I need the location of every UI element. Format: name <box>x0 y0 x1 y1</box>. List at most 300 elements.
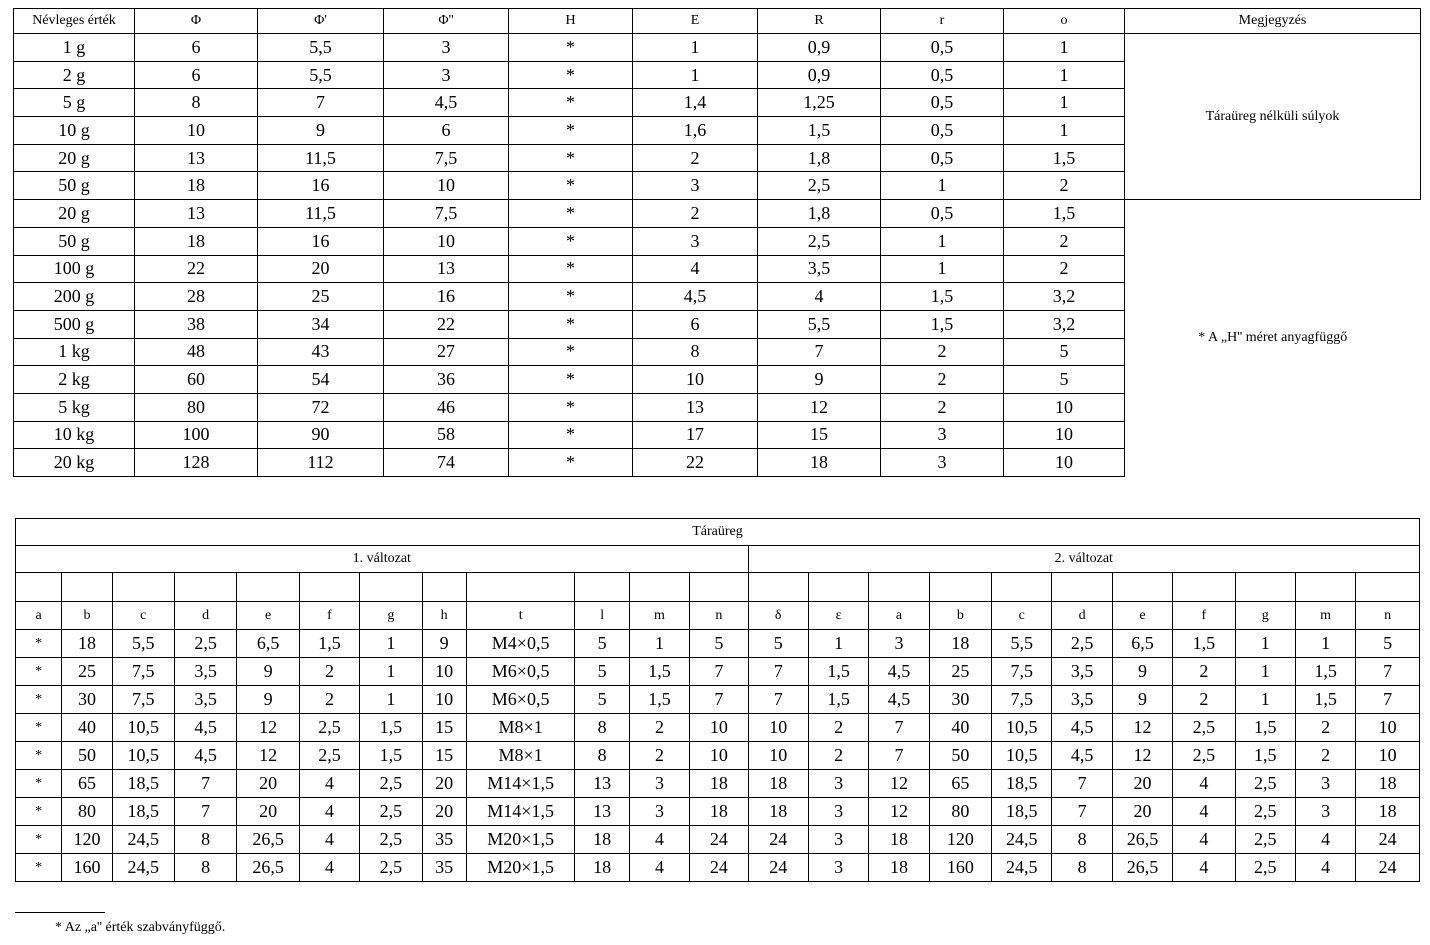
weights-cell: 12 <box>758 393 881 421</box>
tare-cell: 2,5 <box>1235 770 1295 798</box>
tare-cell: 12 <box>237 742 299 770</box>
blank-cell <box>466 573 575 602</box>
weights-cell: 1,5 <box>1004 200 1125 228</box>
tare-cell: 160 <box>62 854 112 882</box>
weights-cell: 0,9 <box>758 61 881 89</box>
tare-cell: 25 <box>62 658 112 686</box>
tare-cell: 4 <box>299 826 359 854</box>
tare-cell: 1 <box>808 630 868 658</box>
weights-cell: 13 <box>135 144 258 172</box>
col-header: c <box>992 602 1052 630</box>
tare-cell: 1,5 <box>1295 658 1355 686</box>
weights-cell: 43 <box>258 338 384 366</box>
weights-cell: 5 g <box>14 89 135 117</box>
weights-cell: 22 <box>384 310 509 338</box>
weights-cell: 2,5 <box>758 227 881 255</box>
tare-cell: 24 <box>748 854 808 882</box>
tare-cell: 1,5 <box>808 686 868 714</box>
tare-cell: 35 <box>422 826 466 854</box>
tare-cell: 6,5 <box>1112 630 1172 658</box>
tare-row <box>16 658 1420 686</box>
weights-cell: 80 <box>135 393 258 421</box>
weights-cell: 15 <box>758 421 881 449</box>
tare-cell: 18 <box>869 826 929 854</box>
weights-cell: 11,5 <box>258 200 384 228</box>
tare-cell: 1 <box>360 630 422 658</box>
tare-cell: 7 <box>1356 658 1420 686</box>
col-header: e <box>237 602 299 630</box>
tare-cell: 1 <box>360 686 422 714</box>
weights-cell: 2 <box>881 393 1004 421</box>
tare-cell: 10,5 <box>112 742 174 770</box>
tare-cell: 10 <box>748 714 808 742</box>
tare-cell: 4,5 <box>869 658 929 686</box>
col-header: m <box>629 602 689 630</box>
weights-cell: 112 <box>258 449 384 477</box>
col-header: l <box>575 602 629 630</box>
weights-cell: 5 <box>1004 366 1125 394</box>
tare-cell: 30 <box>62 686 112 714</box>
weights-cell: 22 <box>135 255 258 283</box>
col-header: δ <box>748 602 808 630</box>
blank-cell <box>929 573 991 602</box>
tare-cell: 4 <box>1295 826 1355 854</box>
col-header: g <box>360 602 422 630</box>
tare-cell: 13 <box>575 798 629 826</box>
weights-cell: 7,5 <box>384 200 509 228</box>
weights-cell: 13 <box>135 200 258 228</box>
weights-cell: 10 <box>384 172 509 200</box>
tare-cell: 3 <box>808 798 868 826</box>
tare-cell: 1,5 <box>629 686 689 714</box>
weights-cell: 0,5 <box>881 89 1004 117</box>
weights-cell: 4,5 <box>384 89 509 117</box>
tare-cell: 3,5 <box>174 686 236 714</box>
tare-cell: 8 <box>1052 826 1112 854</box>
tare-cell: 4 <box>1173 798 1235 826</box>
tare-cell: 26,5 <box>237 854 299 882</box>
weights-cell: 10 <box>1004 393 1125 421</box>
weights-cell: 2,5 <box>758 172 881 200</box>
tare-cell: 10,5 <box>112 714 174 742</box>
tare-cell: 2,5 <box>1052 630 1112 658</box>
weights-cell: 10 g <box>14 117 135 145</box>
tare-cell: 7 <box>1052 798 1112 826</box>
weights-cell: 27 <box>384 338 509 366</box>
tare-cell: * <box>16 770 62 798</box>
tare-cell: 18 <box>869 854 929 882</box>
weights-cell: * <box>509 144 633 172</box>
tare-cell: 10 <box>748 742 808 770</box>
weights-cell: 16 <box>258 227 384 255</box>
weights-cell: * <box>509 283 633 311</box>
col-header-small-r: r <box>881 9 1004 34</box>
blank-cell <box>299 573 359 602</box>
tare-cell: 1 <box>1235 630 1295 658</box>
variant-2-label: 2. változat <box>748 546 1419 573</box>
weights-cell: 1 <box>881 172 1004 200</box>
tare-cell: 8 <box>174 826 236 854</box>
tare-cell: 18,5 <box>112 770 174 798</box>
variant-row <box>16 546 1420 573</box>
weights-cell: 8 <box>135 89 258 117</box>
tare-cell: 7 <box>690 686 748 714</box>
col-header: g <box>1235 602 1295 630</box>
weights-cell: 0,5 <box>881 144 1004 172</box>
weights-cell: 3 <box>384 61 509 89</box>
weights-cell: 20 g <box>14 200 135 228</box>
blank-cell <box>629 573 689 602</box>
weights-cell: 100 <box>135 421 258 449</box>
blank-cell <box>1112 573 1172 602</box>
tare-cell: * <box>16 658 62 686</box>
tare-cell: 26,5 <box>237 826 299 854</box>
tare-cell: 18 <box>62 630 112 658</box>
blank-cell <box>1052 573 1112 602</box>
tare-cell: 35 <box>422 854 466 882</box>
tare-row <box>16 714 1420 742</box>
weights-row <box>14 34 1421 62</box>
weights-cell: 1 <box>1004 117 1125 145</box>
weights-cell: 6 <box>135 34 258 62</box>
col-header: b <box>929 602 991 630</box>
tare-cell: 24,5 <box>112 854 174 882</box>
tare-cell: * <box>16 686 62 714</box>
tare-cell: 13 <box>575 770 629 798</box>
tare-cell: 3 <box>629 770 689 798</box>
blank-cell <box>1235 573 1295 602</box>
tare-cell: 8 <box>1052 854 1112 882</box>
tare-cell: 10 <box>690 742 748 770</box>
weights-cell: 2 kg <box>14 366 135 394</box>
weights-cell: 0,5 <box>881 117 1004 145</box>
tare-cell: 4 <box>1173 770 1235 798</box>
tare-cell: 1 <box>1235 658 1295 686</box>
weights-cell: 1,25 <box>758 89 881 117</box>
tare-cell: 5 <box>690 630 748 658</box>
tare-cell: 5 <box>575 686 629 714</box>
weights-cell: 10 <box>384 227 509 255</box>
tare-cell: * <box>16 714 62 742</box>
tare-cell: 10 <box>422 686 466 714</box>
weights-cell: 100 g <box>14 255 135 283</box>
weights-cell: 3 <box>384 34 509 62</box>
weights-cell: 28 <box>135 283 258 311</box>
weights-cell: 5 <box>1004 338 1125 366</box>
weights-cell: 2 g <box>14 61 135 89</box>
col-header: m <box>1295 602 1355 630</box>
weights-cell: 1,5 <box>1004 144 1125 172</box>
tare-cell: 3,5 <box>1052 658 1112 686</box>
weights-cell: 10 <box>135 117 258 145</box>
tare-cell: 18 <box>748 770 808 798</box>
tare-cell: 12 <box>1112 742 1172 770</box>
weights-cell: 11,5 <box>258 144 384 172</box>
tare-cell: * <box>16 742 62 770</box>
weights-cell: 90 <box>258 421 384 449</box>
tare-cell: M6×0,5 <box>466 686 575 714</box>
blank-cell <box>575 573 629 602</box>
tare-cell: 20 <box>1112 798 1172 826</box>
tare-cell: 8 <box>575 742 629 770</box>
tare-cell: 4 <box>629 854 689 882</box>
weights-cell: 3 <box>881 449 1004 477</box>
tare-cell: 65 <box>62 770 112 798</box>
weights-cell: 1 g <box>14 34 135 62</box>
col-header: n <box>690 602 748 630</box>
weights-cell: 128 <box>135 449 258 477</box>
tare-cell: M14×1,5 <box>466 798 575 826</box>
tare-caption: Táraüreg <box>16 519 1420 546</box>
weights-cell: * <box>509 449 633 477</box>
col-header: t <box>466 602 575 630</box>
weights-cell: 6 <box>384 117 509 145</box>
weights-cell: * <box>509 200 633 228</box>
blank-cell <box>1173 573 1235 602</box>
tare-cell: 18,5 <box>112 798 174 826</box>
tare-cell: 12 <box>237 714 299 742</box>
weights-cell: 2 <box>881 366 1004 394</box>
weights-cell: 2 <box>1004 255 1125 283</box>
weights-cell: 3,5 <box>758 255 881 283</box>
weights-cell: 2 <box>1004 227 1125 255</box>
footnote-rule <box>15 912 105 913</box>
tare-cell: 1,5 <box>629 658 689 686</box>
tare-cell: M14×1,5 <box>466 770 575 798</box>
tare-cell: 10 <box>1356 742 1420 770</box>
weights-cell: 1,5 <box>758 117 881 145</box>
col-header: d <box>1052 602 1112 630</box>
tare-cell: 5 <box>575 630 629 658</box>
tare-cell: 9 <box>1112 658 1172 686</box>
tare-cell: 2 <box>1295 714 1355 742</box>
weights-cell: 1,4 <box>633 89 758 117</box>
weights-cell: * <box>509 421 633 449</box>
tare-cell: 2,5 <box>1235 798 1295 826</box>
caption-row <box>16 519 1420 546</box>
weights-cell: 1,5 <box>881 283 1004 311</box>
weights-cell: 0,5 <box>881 61 1004 89</box>
weights-cell: 10 <box>1004 421 1125 449</box>
tare-cell: 2 <box>808 742 868 770</box>
weights-cell: 36 <box>384 366 509 394</box>
weights-cell: 22 <box>633 449 758 477</box>
weights-cell: 2 <box>633 200 758 228</box>
tare-cell: 3,5 <box>174 658 236 686</box>
col-header-h: H <box>509 9 633 34</box>
tare-row <box>16 798 1420 826</box>
tare-cell: 3 <box>808 770 868 798</box>
tare-cell: 160 <box>929 854 991 882</box>
weights-cell: 200 g <box>14 283 135 311</box>
tare-cell: 20 <box>237 770 299 798</box>
weights-cell: 4 <box>758 283 881 311</box>
tare-cell: 25 <box>929 658 991 686</box>
tare-cell: 1 <box>1295 630 1355 658</box>
tare-cell: 18,5 <box>992 770 1052 798</box>
blank-cell <box>808 573 868 602</box>
weights-cell: 46 <box>384 393 509 421</box>
tare-cell: M6×0,5 <box>466 658 575 686</box>
col-header-remark: Megjegyzés <box>1125 9 1421 34</box>
tare-cell: 3 <box>808 826 868 854</box>
weights-cell: 5,5 <box>258 61 384 89</box>
tare-cell: 2 <box>629 742 689 770</box>
tare-cell: 1,5 <box>360 742 422 770</box>
tare-cell: 4,5 <box>869 686 929 714</box>
remark-no-cavity: Táraüreg nélküli súlyok <box>1125 34 1421 200</box>
tare-cell: 2,5 <box>360 798 422 826</box>
weights-cell: * <box>509 61 633 89</box>
tare-row <box>16 826 1420 854</box>
weights-cell: 10 kg <box>14 421 135 449</box>
weights-cell: 8 <box>633 338 758 366</box>
col-header: b <box>62 602 112 630</box>
tare-row <box>16 742 1420 770</box>
blank-cell <box>174 573 236 602</box>
weights-cell: 9 <box>258 117 384 145</box>
weights-cell: 38 <box>135 310 258 338</box>
weights-cell: 4,5 <box>633 283 758 311</box>
tare-row <box>16 854 1420 882</box>
blank-cell <box>16 573 62 602</box>
tare-cell: 3,5 <box>1052 686 1112 714</box>
tare-cell: 18 <box>575 826 629 854</box>
tare-cell: 8 <box>575 714 629 742</box>
col-header-nominal: Névleges érték <box>14 9 135 34</box>
col-header-phi1: Φ' <box>258 9 384 34</box>
blank-cell <box>112 573 174 602</box>
weights-cell: * <box>509 255 633 283</box>
weights-cell: * <box>509 172 633 200</box>
weights-cell: * <box>509 310 633 338</box>
tare-cell: 24 <box>1356 826 1420 854</box>
tare-cell: 7 <box>174 770 236 798</box>
tare-cell: 4 <box>1173 826 1235 854</box>
tare-cell: 18 <box>690 770 748 798</box>
tare-cell: 18 <box>690 798 748 826</box>
weights-cell: 54 <box>258 366 384 394</box>
weights-cell: 6 <box>633 310 758 338</box>
weights-cell: 1,5 <box>881 310 1004 338</box>
col-header: f <box>299 602 359 630</box>
tare-cell: 1,5 <box>1235 714 1295 742</box>
tare-cell: 6,5 <box>237 630 299 658</box>
weights-cell: 1 <box>881 227 1004 255</box>
col-header: h <box>422 602 466 630</box>
blank-row <box>16 573 1420 602</box>
weights-cell: 18 <box>135 227 258 255</box>
weights-cell: 20 <box>258 255 384 283</box>
tare-cell: 3 <box>629 798 689 826</box>
weights-cell: 5,5 <box>758 310 881 338</box>
weights-cell: 5 kg <box>14 393 135 421</box>
tare-cell: 24 <box>1356 854 1420 882</box>
col-header: n <box>1356 602 1420 630</box>
weights-cell: 4 <box>633 255 758 283</box>
tare-cell: 40 <box>62 714 112 742</box>
blank-cell <box>690 573 748 602</box>
tare-cell: 18 <box>1356 798 1420 826</box>
weights-cell: 1 <box>1004 61 1125 89</box>
weights-cell: * <box>509 393 633 421</box>
tare-cell: 24,5 <box>992 854 1052 882</box>
variant-1-label: 1. változat <box>16 546 749 573</box>
blank-cell <box>360 573 422 602</box>
weights-cell: 10 <box>633 366 758 394</box>
blank-cell <box>1356 573 1420 602</box>
tare-cell: 2,5 <box>360 854 422 882</box>
tare-cell: * <box>16 630 62 658</box>
weights-cell: 3 <box>881 421 1004 449</box>
tare-cell: 2,5 <box>174 630 236 658</box>
tare-cell: 9 <box>422 630 466 658</box>
tare-cell: 20 <box>422 798 466 826</box>
weights-cell: * <box>509 117 633 145</box>
weights-cell: 25 <box>258 283 384 311</box>
blank-cell <box>237 573 299 602</box>
col-header: ε <box>808 602 868 630</box>
tare-cell: 1 <box>629 630 689 658</box>
tare-cell: M8×1 <box>466 742 575 770</box>
tare-cell: 4,5 <box>174 714 236 742</box>
tare-cell: 10 <box>422 658 466 686</box>
tare-cell: 7 <box>869 742 929 770</box>
weights-cell: 9 <box>758 366 881 394</box>
weights-cell: 3 <box>633 172 758 200</box>
weights-cell: 5,5 <box>258 34 384 62</box>
tare-cell: 7,5 <box>112 658 174 686</box>
tare-cell: 50 <box>929 742 991 770</box>
col-header: a <box>16 602 62 630</box>
tare-cell: 4 <box>1295 854 1355 882</box>
tare-cell: 4 <box>1173 854 1235 882</box>
tare-cell: 2 <box>299 686 359 714</box>
tare-cell: 1 <box>1235 686 1295 714</box>
tare-row <box>16 686 1420 714</box>
tare-cell: 2,5 <box>360 826 422 854</box>
weights-cell: 0,5 <box>881 200 1004 228</box>
tare-row <box>16 630 1420 658</box>
tare-cell: 10 <box>690 714 748 742</box>
weights-cell: 500 g <box>14 310 135 338</box>
footnote: * Az „a'' érték szabványfüggő. <box>55 920 226 935</box>
tare-row <box>16 770 1420 798</box>
weights-cell: 2 <box>881 338 1004 366</box>
tare-cell: 7 <box>1356 686 1420 714</box>
tare-cell: 7,5 <box>112 686 174 714</box>
tare-cell: 10,5 <box>992 714 1052 742</box>
tare-cell: 8 <box>174 854 236 882</box>
tare-cell: 12 <box>869 798 929 826</box>
tare-cell: 1,5 <box>1295 686 1355 714</box>
col-header: d <box>174 602 236 630</box>
weights-cell: 1 <box>633 61 758 89</box>
weights-table <box>13 8 1421 477</box>
tare-cell: 15 <box>422 714 466 742</box>
tare-cell: M20×1,5 <box>466 826 575 854</box>
tare-cell: 2 <box>808 714 868 742</box>
weights-cell: 2 <box>633 144 758 172</box>
tare-cell: 3 <box>869 630 929 658</box>
tare-cell: 7 <box>690 658 748 686</box>
weights-cell: * <box>509 227 633 255</box>
tare-cell: 26,5 <box>1112 826 1172 854</box>
weights-cell: * <box>509 89 633 117</box>
weights-cell: 16 <box>258 172 384 200</box>
tare-cell: M20×1,5 <box>466 854 575 882</box>
tare-cell: 5,5 <box>112 630 174 658</box>
